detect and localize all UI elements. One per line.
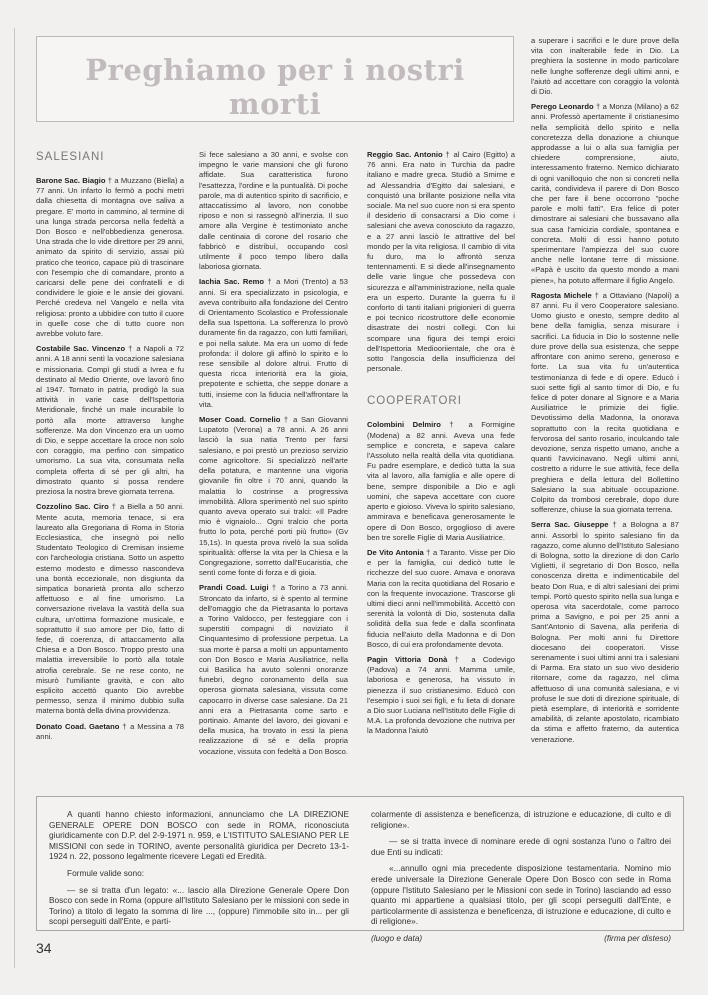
obituary-text: † a Muzzano (Biella) a 77 anni. Un infarto lo fermò a pochi metri dalla chiesetta di montagna ove saliva a pregare. E' morto in cammino, al termine di una lunga strada percorsa nella fedeltà a Don Bosco e nell'obbedienza generosa. Una strada che lo vide direttore per 29 anni, animato da spirito di servizio, assai più pratico che teorico, capace più di trascinare con l'esempio che di comandare, pronto a caricarsi delle pene dei confratelli e di condividere le gioie e le ansie dei giovani. Perché credeva nel Vangelo e nella vita religiosa: pronto a ubbidire con tutto il cuore in quelle cose che di tutto cuore non avrebbe voluto fare. <box>36 176 184 339</box>
obituary-entry <box>199 150 348 272</box>
notice-paragraph: colarmente di assistenza e beneficenza, di istruzione e educazione, di culto e di religione». <box>371 809 671 830</box>
page-number: 34 <box>36 940 52 956</box>
obituary-text: † a Monza (Milano) a 62 anni. Professò apertamente il cristianesimo nella semplicità dello spirito e nella concretezza della donazione a chiunque approdasse a lui o alla sua famiglia per chiedere comprensione, aiuto, interessamento fraterno. Nemico dichiarato di ogni vanilloquio che non si concreti nella carità, condivideva il parere di Don Bosco che per fare il bene occorrono "poche parole e molti fatti". Era felice di poter dimostrare ai salesiani che bussavano alla sua casa l'amicizia cordiale, spontanea e concreta. Molti di essi hanno potuto sperimentare l'ampiezza del suo cuore anche nelle lontane terre di missione. «Papà è uscito da questo mondo a mani piene», ha potuto affermare il figlio Angelo. <box>531 102 680 285</box>
obituary-entry <box>531 102 679 286</box>
obituary-text: † a Biella a 50 anni. Mente acuta, memoria tenace, si era laureato alla Gregoriana di Roma in Storia Ecclesiastica, che insegnò poi nello Studentato Teologico di Cremisan insieme con l'archeologia cristiana. Sotto un aspetto esterno modesto e dimesso nascondeva una bontà eccezionale, non disgiunta da simpatica bonarietà pronta allo scherzo affettuoso e al fine umorismo. La conversazione rivelava la vastità della sua cultura, un'ottima formazione musicale, e soprattutto il suo amore per Dio, fatto di fede, di coerenza, di attaccamento alla Chiesa e a Don Bosco. Troppo presto una malattia irreversibile lo portò alla totale atrofia cerebrale. Se ne rese conto, ne misurò l'umiliante gravità, e con alto esplicito accettò quanto Dio avrebbe permesso, senza il minimo dubbio sulla materna bontà della divina provvidenza. <box>36 502 184 716</box>
obituary-text: † a Napoli a 72 anni. A 18 anni sentì la vocazione salesiana e missionaria. Compì gli studi a Ivrea e fu destinato al Medio Oriente, ove lavorò fino al 1947. Tornato in patria, prodigò la sua attività in varie case dell'Ispettoria Meridionale, finché un male incurabile lo portò alla morte attraverso lunghe sofferenze. Ma don Vincenzo era un uomo di Dio, e seppe accettare la croce non solo con coraggio, ma perfino con simpatico umorismo. La sua vita, consumata nella completa offerta di sé per gli altri, ha dimostrato quanto si possa rendere preziosa la nostra breve giornata terrena. <box>36 344 185 497</box>
obituary-name: Barone Sac. Biagio <box>36 176 106 185</box>
page-title: Preghiamo per i nostri morti <box>85 53 465 121</box>
obituary-entry <box>36 722 184 742</box>
obituary-name: Prandi Coad. Luigi <box>199 583 269 593</box>
obituary-list <box>367 420 515 736</box>
obituary-entry <box>36 344 184 497</box>
obituary-text: † a Formigine (Modena) a 82 anni. Aveva una fede semplice e concreta, e sapeva calare l'Assoluto nella realtà della vita quotidiana. Fu padre esemplare, e dedicò tutta la sua vita al lavoro, alla famiglia e alle opere di bene, sempre disponibile a Dio e agli uomini, che sapeva accettare con cuore aperto e gioioso. Viveva lo spirito salesiano, ammirava e beneficava generosamente le opere di Don Bosco, orgoglioso di avere ben tre sorelle Figlie di Maria Ausiliatrice. <box>367 420 515 542</box>
obituary-name: Pagin Vittoria Donà <box>367 654 448 664</box>
obituary-text: † a Taranto. Visse per Dio e per la famiglia, cui dedicò tutte le ricchezze del suo cuore. Amava e onorava Maria con la recita quotidiana del Rosario e con la frequente invocazione. Trascorse gli ultimi dieci anni nell'immobilità. Accettò con serenità la volontà di Dio, sostenuta dalla solidità della sua fede e dalla sconfinata fiducia nell'aiuto della Madonna e di Don Bosco, di cui era profondamente devota. <box>367 547 515 649</box>
obituary-name: Moser Coad. Cornelio <box>199 415 281 425</box>
obituary-entry <box>531 520 679 744</box>
column-3 <box>367 150 515 742</box>
obituary-entry <box>367 420 515 542</box>
obituary-name: Perego Leonardo <box>531 102 594 112</box>
legacy-notice-box <box>36 796 684 943</box>
obituary-entry <box>531 291 679 515</box>
obituary-text: † a Messina a 78 anni. <box>36 721 184 741</box>
obituary-entry <box>199 277 348 410</box>
obituary-name: Costabile Sac. Vincenzo <box>36 344 126 354</box>
obituary-text: † a Torino a 73 anni. Stroncato da infarto, si è spento al termine dell'omaggio che da Pietrasanta lo portava a Torino Valdocco, per festeggiare con i superstiti compagni di noviziato il Cinquantesimo di professione perpetua. La sua morte è parsa a molti un appuntamento con Don Bosco e Maria Ausiliatrice, nella cui Basilica ha avuto solenni onoranze funebri, degno coronamento della sua operosa giornata salesiana, vissuta come capocarro in diverse case salesiane. Da 21 anni era a Pietrasanta come sarto e portinaio. Amante del lavoro, dei giovani e della musica, ha trovato in essi la piena realizzazione di sé e della propria vocazione, vissuta con fedeltà a Don Bosco. <box>199 583 349 756</box>
obituary-list <box>36 176 184 742</box>
obituary-name: Ragosta Michele <box>531 290 592 300</box>
notice-paragraph: — se si tratta invece di nominare erede di ogni sostanza l'uno o l'altro dei due Enti su indicati: <box>371 836 671 857</box>
notice-left-column <box>49 809 349 933</box>
notice-paragraph: A quanti hanno chiesto informazioni, annunciamo che LA DIREZIONE GENERALE OPERE DON BOSCO con sede in ROMA, riconosciuta giuridicamente con D.P. del 2-9-1971 n. 959, e L'ISTITUTO SALESIANO PER LE MISSIONI con sede in TORINO, avente personalità giuridica per Decreto 13-1-1924 n. 22, possono legalmente ricevere Legati ed Eredità. <box>49 809 349 862</box>
obituary-text: † a Bologna a 87 anni. Assorbì lo spirito salesiano fin da ragazzo, come alunno dell'Istituto Salesiano di Bologna, sotto la direzione di don Carlo Viglietti, il segretario di Don Bosco, nella conoscenza diretta e indimenticabile del beato Don Rua, e di altri salesiani dei primi tempi. Portò questo spirito nella sua lunga e operosa vita sacerdotale, come parroco prima a Savigno, e poi per 25 anni a Sant'Antonio di Savena, alla periferia di Bologna. Per molti anni fu Direttore diocesano dei cooperatori. Visse serenamente i suoi ultimi anni tra i salesiani di Parma. Era stato un suo vivo desiderio ritornare, come da ragazzo, nel clima affettuoso di una comunità salesiana, e vi profuse le sue doti di direzione spirituale, di pietà esemplare, di interiorità e sorridente amabilità, di zelante apostolato, ricambiato da stima e affetto fraterno, da autentica venerazione. <box>531 520 679 744</box>
obituary-text: † al Cairo (Egitto) a 76 anni. Era nato in Turchia da padre italiano e madre greca. Studiò a Smirne e ad Alessandria d'Egitto dai salesiani, e conquistò una brillante posizione nella vita sociale. Ma nel suo cuore non si era spento il desiderio di consacrarsi a Dio come i salesiani che aveva conosciuto da ragazzo, e a 27 anni lasciò le attrattive del bel mondo per la vita religiosa. Il cambio di vita fu duro, ma lo affrontò senza tentennamenti. E si diede all'insegnamento delle varie lingue che possedeva con sicurezza e all'amministrazione, nella quale era un esperto. Durante la guerra fu il conforto di tanti italiani prigionieri di guerra e poi tecnico ricostruttore delle economie disastrate dei nostri collegi. Con lui scompare una figura dei tempi eroici dell'Ispettoria Mediooriientale, che ora è sotto l'angoscia della insufficienza del personale. <box>367 150 515 374</box>
obituary-list <box>531 36 679 745</box>
notice-paragraph: Formule valide sono: <box>67 867 145 878</box>
obituary-text: Si fece salesiano a 30 anni, e svolse con impegno le varie mansioni che gli furono affidate. Sua caratteristica furono l'esattezza, l'ordine e la puntualità. Di poche parole, ma di autentico spirito di sacrificio, e attaccatissimo al lavoro, non conobbe riposo e non si rassegnò all'inerzia. Il suo amore alla Vergine è testimoniato anche dalle centinaia di corone del rosario che fabbricò e distribuì, occupando così utilmente il poco tempo libero dalla laboriosa giornata. <box>199 150 348 272</box>
notice-right-column <box>371 809 671 944</box>
column-1 <box>36 150 184 747</box>
obituary-name: Cozzolino Sac. Ciro <box>36 502 109 512</box>
notice-paragraph: — se si tratta d'un legato: «... lascio alla Direzione Generale Opere Don Bosco con sede in Roma (oppure all'Istituto Salesiano per le missioni con sede in Torino) a titolo di legato la somma di lire ..., (oppure) l'immobile sito in... per gli scopi perseguiti dall'Ente, e parti- <box>49 884 349 927</box>
obituary-entry <box>36 176 184 339</box>
column-4 <box>531 36 679 750</box>
obituary-text: † a Mori (Trento) a 53 anni. Si era specializzato in psicologia, e aveva contribuito alla fondazione del Centro di Orientamento Scolastico e Professionale della sua Ispettoria. La sofferenza lo provò duramente fin da ragazzo, con lutti familiari, e poi nella salute. Ma era un uomo di fede profonda: il dolore gli affinò lo spirito e lo rese sensibile al dolore altrui. Frutto di questa ricca interiorità era la gioia, prepotente e schietta, che seppe donare a tutti, insieme con la fiducia nell'affrontare la vita. <box>199 277 349 409</box>
obituary-entry <box>367 150 515 374</box>
notice-paragraph: «...annullo ogni mia precedente disposizione testamentaria. Nomino mio erede universale la Direzione Generale Opere Don Bosco con sede in Roma (oppure l'Istituto Salesiano per le Missioni con sede in Torino) lasciando ad esso quanto mi appartiene a qualsiasi titolo, per gli scopi perseguiti dall'Ente, e particolarmente di assistenza e beneficenza, di istruzione e educazione, di culto e di religione». <box>371 863 671 927</box>
obituary-name: Serra Sac. Giuseppe <box>531 520 609 530</box>
obituary-entry <box>367 655 515 737</box>
notice-signature-line <box>371 933 671 944</box>
obituary-entry <box>199 415 348 578</box>
obituary-entry <box>531 36 679 97</box>
obituary-name: Colombini Delmiro <box>367 420 441 430</box>
title-box <box>36 36 514 122</box>
place-date-label: (luogo e data) <box>371 932 423 943</box>
obituary-text: † a San Giovanni Lupatoto (Verona) a 78 anni. A 26 anni lasciò la sua natia Trento per farsi salesiano, e poi prestò un prezioso servizio come agricoltore. Si specializzò nell'arte della potatura, e mantenne una vigoria giovanile fin oltre i 70 anni, quando la malattia lo costrinse a progressiva immobilità. Allora sperimentò nel suo spirito quanto aveva operato sui tralci: «Il Padre mio è vignaiolo... Ogni tralcio che porta frutto lo pota, perché porti più frutto» (Gv 15,1s). In questa prova rivelò la sua solida spiritualità: offerse la vita per la Chiesa e la Congregazione, sorretto dall'Eucaristia, che sentì come fonte di forza e di gioia. <box>199 415 348 578</box>
obituary-list <box>199 150 348 757</box>
obituary-name: De Vito Antonia <box>367 547 424 557</box>
obituary-entry <box>36 502 184 716</box>
obituary-name: Donato Coad. Gaetano <box>36 721 120 731</box>
obituary-entry <box>367 548 515 650</box>
signature-label: (firma per disteso) <box>604 932 671 943</box>
obituary-text: a superare i sacrifici e le dure prove della vita con inalterabile fede in Dio. La preghiera la sostenne in modo particolare nelle lunghe sofferenze degli ultimi anni, e l'aiutò ad accettare con coraggio la volontà di Dio. <box>531 36 679 97</box>
obituary-list <box>367 150 515 374</box>
obituary-entry <box>199 583 348 756</box>
section-heading-salesiani: SALESIANI <box>36 151 105 163</box>
obituary-name: Reggio Sac. Antonio <box>367 150 443 159</box>
binding-line <box>14 28 15 968</box>
obituary-name: Iachia Sac. Remo <box>199 277 264 287</box>
section-heading-cooperatori: COOPERATORI <box>367 395 462 408</box>
obituary-text: † a Ottaviano (Napoli) a 87 anni. Fu il vero Cooperatore salesiano. Uomo giusto e onesto, sempre dedito al bene della famiglia, senza misurare i sacrifici. La fiducia in Dio lo sostenne nelle dure prove della sua esistenza, che seppe affrontare con animo sereno, generoso e forte. La sua vita fu un'autentica testimonianza di fede e di opere. Educò i suoi sette figli al santo timor di Dio, e fu felice di poter donare al Signore e a Maria Ausiliatrice le primizie dei figlie. Devotissimo della Madonna, la onorava soprattutto con la recita quotidiana e fervorosa del santo rosario, inculcando tale devozione, senza rispetto umano, anche a quanti l'avvicinavano. Negli ultimi anni, costretto a ridurre le sue attività, fece della preghiera e della lettura del Bollettino Salesiano la sua abituale occupazione. Colpito da trombosi cerebrale, dopo dure sofferenze, chiuse la sua giornata terrena. <box>531 290 679 515</box>
obituary-text: † a Codevigo (Padova) a 74 anni. Mamma umile, laboriosa e generosa, ha vissuto in pienezza il suo cristianesimo. Educò con l'esempio i suoi sei figli, e fu lieta di donare a Dio suor Luciana nell'Istituto delle Figlie di M.A. La profonda devozione che nutriva per la Madonna l'aiutò <box>367 654 515 736</box>
column-2 <box>199 150 348 762</box>
